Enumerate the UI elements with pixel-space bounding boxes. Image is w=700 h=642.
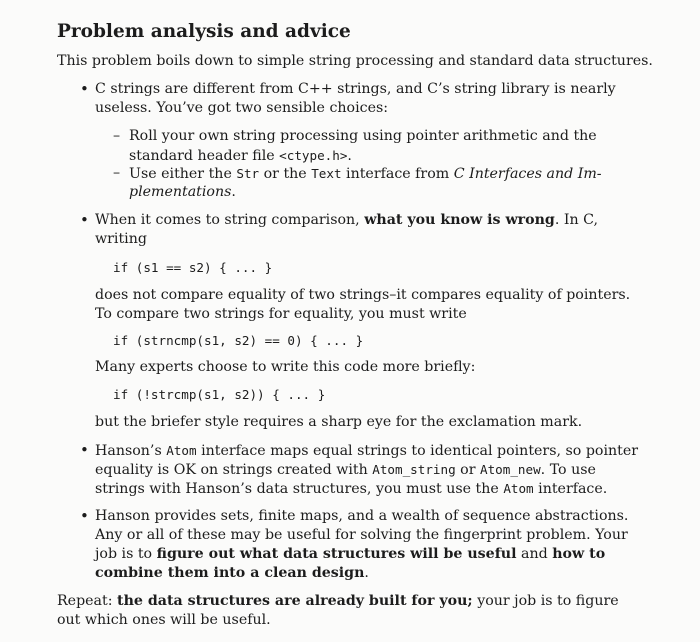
sub-bullet-2-line-2: plementations.	[129, 184, 236, 200]
sub-bullet-1-line-1: Roll your own string processing using pointer arithmetic and the	[129, 128, 597, 144]
bullet-dot: •	[80, 80, 89, 98]
text-code: Text	[311, 166, 342, 181]
sub-bullet-dash: –	[113, 128, 121, 144]
bullet-2-line-2: writing	[95, 231, 147, 247]
sub-bullet-2-line-1: Use either the Str or the Text interface from C Interfaces and Im-	[129, 166, 602, 182]
bullet-dot: •	[80, 211, 89, 229]
atom-code: Atom	[503, 481, 534, 496]
bullet-4-line-1: Hanson provides sets, finite maps, and a wealth of sequence abstractions.	[95, 508, 629, 524]
bullet-2-para-2: To compare two strings for equality, you must write	[95, 306, 467, 322]
bullet-4-line-4: combine them into a clean design.	[95, 565, 369, 581]
emphasis-text: combine them into a clean design	[95, 565, 365, 581]
emphasis-text: figure out what data structures will be useful	[156, 546, 517, 562]
bullet-dot: •	[80, 507, 89, 525]
bullet-1-line-1: C strings are different from C++ strings, and C’s string library is nearly	[95, 81, 616, 97]
intro-paragraph: This problem boils down to simple string processing and standard data structures.	[57, 53, 653, 69]
emphasis-text: how to	[552, 546, 606, 562]
bullet-1-line-2: useless. You’ve got two sensible choices:	[95, 100, 389, 116]
bullet-2-para-1: does not compare equality of two strings–it compares equality of pointers.	[95, 287, 631, 303]
book-title: C Interfaces and Im-	[453, 166, 602, 182]
str-code: Str	[236, 166, 260, 181]
atom-string-code: Atom_string	[372, 462, 456, 477]
code-line-strncmp: if (strncmp(s1, s2) == 0) { ... }	[113, 333, 364, 348]
bullet-3-line-3: strings with Hanson’s data structures, you must use the Atom interface.	[95, 481, 608, 497]
emphasis-text: what you know is wrong	[364, 212, 555, 228]
bullet-4-line-2: Any or all of these may be useful for solving the fingerprint problem. Your	[95, 527, 628, 543]
bullet-2-para-3: Many experts choose to write this code more briefly:	[95, 359, 476, 375]
section-title: Problem analysis and advice	[57, 21, 351, 42]
code-line-strcmp: if (!strcmp(s1, s2)) { ... }	[113, 387, 326, 402]
ctype-header-code: <ctype.h>	[279, 148, 348, 163]
code-line-equality: if (s1 == s2) { ... }	[113, 260, 273, 275]
sub-bullet-dash: –	[113, 165, 121, 181]
sub-bullet-1-line-2: standard header file <ctype.h>.	[129, 148, 352, 164]
atom-code: Atom	[166, 443, 197, 458]
emphasis-text: the data structures are already built for you;	[117, 593, 473, 609]
bullet-3-line-1: Hanson’s Atom interface maps equal strings to identical pointers, so pointer	[95, 443, 639, 459]
bullet-dot: •	[80, 441, 89, 459]
atom-new-code: Atom_new	[480, 462, 541, 477]
repeat-line-2: out which ones will be useful.	[57, 612, 271, 628]
bullet-2-para-4: but the briefer style requires a sharp eye for the exclamation mark.	[95, 414, 583, 430]
bullet-3-line-2: equality is OK on strings created with Atom_string or Atom_new. To use	[95, 462, 596, 478]
bullet-2-line-1: When it comes to string comparison, what you know is wrong. In C,	[95, 212, 598, 228]
bullet-4-line-3: job is to figure out what data structures will be useful and how to	[95, 546, 606, 562]
repeat-line-1: Repeat: the data structures are already built for you; your job is to figure	[57, 593, 619, 609]
